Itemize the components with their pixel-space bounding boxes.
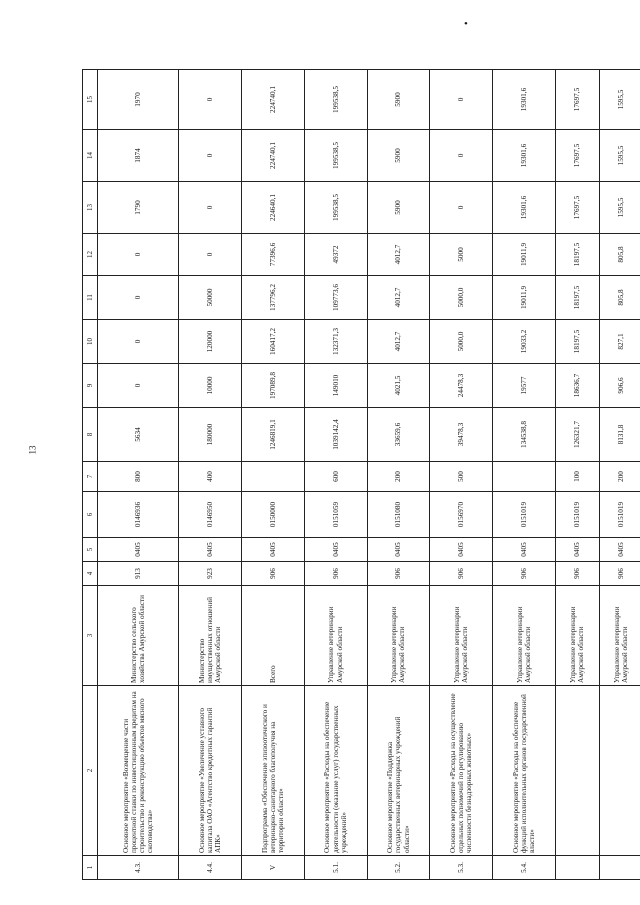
value-y6: 17697,5 <box>555 130 599 182</box>
value-y5: 1790 <box>98 182 179 234</box>
value-y4: 49372 <box>304 234 367 276</box>
value-total: 134538,8 <box>493 408 556 462</box>
code-expense: 200 <box>599 462 640 492</box>
value-y1: 197089,8 <box>242 364 305 408</box>
measure-name <box>599 686 640 856</box>
value-y4: 5000 <box>430 234 493 276</box>
code-grbs: 923 <box>179 562 242 586</box>
value-y1: 0 <box>98 364 179 408</box>
value-y1: 4021,5 <box>367 364 430 408</box>
column-number: 11 <box>83 276 98 320</box>
code-section: 0405 <box>367 538 430 562</box>
code-section: 0405 <box>98 538 179 562</box>
code-grbs: 906 <box>430 562 493 586</box>
table-row <box>555 70 599 880</box>
value-y7: 5900 <box>367 70 430 130</box>
value-total: 1039142,4 <box>304 408 367 462</box>
table-header-row <box>83 70 98 880</box>
executor: Управление ветеринарии Амурской области <box>430 586 493 686</box>
code-grbs: 906 <box>242 562 305 586</box>
value-total: 1246819,1 <box>242 408 305 462</box>
code-target: 0151019 <box>493 492 556 538</box>
value-y7: 199538,5 <box>304 70 367 130</box>
column-number: 5 <box>83 538 98 562</box>
table-row <box>98 70 179 880</box>
value-y5: 17697,5 <box>555 182 599 234</box>
value-y3: 0 <box>98 276 179 320</box>
executor: Управление ветеринарии Амурской области <box>555 586 599 686</box>
code-section: 0405 <box>493 538 556 562</box>
value-y2: 4012,7 <box>367 320 430 364</box>
value-y1: 24478,3 <box>430 364 493 408</box>
code-grbs: 906 <box>367 562 430 586</box>
value-y6: 224740,1 <box>242 130 305 182</box>
column-number: 14 <box>83 130 98 182</box>
code-target: 0151059 <box>304 492 367 538</box>
code-target: 0151080 <box>367 492 430 538</box>
row-number <box>599 856 640 880</box>
code-expense <box>493 462 556 492</box>
value-y6: 0 <box>430 130 493 182</box>
code-target: 0150000 <box>242 492 305 538</box>
table-row <box>430 70 493 880</box>
code-expense: 500 <box>430 462 493 492</box>
column-number: 4 <box>83 562 98 586</box>
code-grbs: 906 <box>555 562 599 586</box>
table-row <box>304 70 367 880</box>
code-grbs: 913 <box>98 562 179 586</box>
value-y7: 17697,5 <box>555 70 599 130</box>
value-y6: 199538,5 <box>304 130 367 182</box>
code-grbs: 906 <box>599 562 640 586</box>
row-number: 5.3. <box>430 856 493 880</box>
value-y3: 4012,7 <box>367 276 430 320</box>
code-expense: 400 <box>179 462 242 492</box>
code-section: 0405 <box>304 538 367 562</box>
column-number: 1 <box>83 856 98 880</box>
value-y3: 18197,5 <box>555 276 599 320</box>
page-number: 13 <box>27 445 38 455</box>
row-number: 5.4. <box>493 856 556 880</box>
value-y7: 1595,5 <box>599 70 640 130</box>
row-number <box>555 856 599 880</box>
value-y6: 1874 <box>98 130 179 182</box>
value-y5: 5900 <box>367 182 430 234</box>
value-y6: 1595,5 <box>599 130 640 182</box>
measure-name: Основное мероприятие «Поддержка государственных ветеринарных учреждений области» <box>367 686 430 856</box>
code-grbs: 906 <box>304 562 367 586</box>
table-row <box>599 70 640 880</box>
value-y1: 149010 <box>304 364 367 408</box>
executor: Управление ветеринарии Амурской области <box>599 586 640 686</box>
value-y3: 5000,0 <box>430 276 493 320</box>
measure-name: Основное мероприятие «Расходы на осуществление отдельных полномочий по регулированию численности безнадзорных животных» <box>430 686 493 856</box>
value-y3: 109773,6 <box>304 276 367 320</box>
value-y1: 906,6 <box>599 364 640 408</box>
column-number: 10 <box>83 320 98 364</box>
row-number: 4.4. <box>179 856 242 880</box>
code-expense: 600 <box>304 462 367 492</box>
value-y3: 50000 <box>179 276 242 320</box>
budget-table-wrapper <box>82 70 640 880</box>
value-total: 126321,7 <box>555 408 599 462</box>
value-y2: 19033,2 <box>493 320 556 364</box>
code-target: 0146950 <box>179 492 242 538</box>
column-number: 3 <box>83 586 98 686</box>
value-y7: 0 <box>179 70 242 130</box>
column-number: 12 <box>83 234 98 276</box>
value-y1: 19577 <box>493 364 556 408</box>
value-total: 5634 <box>98 408 179 462</box>
table-row <box>367 70 430 880</box>
executor: Министерство сельского хозяйства Амурской области <box>98 586 179 686</box>
value-y2: 132371,3 <box>304 320 367 364</box>
measure-name: Основное мероприятие «Расходы на обеспечение деятельности (оказание услуг) государственных учреждений» <box>304 686 367 856</box>
value-y6: 0 <box>179 130 242 182</box>
value-y2: 160417,2 <box>242 320 305 364</box>
value-y5: 1595,5 <box>599 182 640 234</box>
column-number: 8 <box>83 408 98 462</box>
value-y5: 19301,6 <box>493 182 556 234</box>
executor: Всего <box>242 586 305 686</box>
column-number: 13 <box>83 182 98 234</box>
measure-name: Основное мероприятие «Увеличение уставного капитала ОАО «Агентство кредитных гарантий АПК» <box>179 686 242 856</box>
code-section: 0405 <box>555 538 599 562</box>
executor: Управление ветеринарии Амурской области <box>367 586 430 686</box>
row-number: 5.2. <box>367 856 430 880</box>
column-number: 15 <box>83 70 98 130</box>
value-y7: 19301,6 <box>493 70 556 130</box>
measure-name: Основное мероприятие «Расходы на обеспечение функций исполнительных органов государственной власти» <box>493 686 556 856</box>
code-expense: 200 <box>367 462 430 492</box>
code-section: 0405 <box>179 538 242 562</box>
code-expense: 100 <box>555 462 599 492</box>
value-y4: 805,8 <box>599 234 640 276</box>
executor: Управление ветеринарии Амурской области <box>304 586 367 686</box>
value-y7: 1970 <box>98 70 179 130</box>
code-section: 0405 <box>430 538 493 562</box>
value-total: 8131,8 <box>599 408 640 462</box>
value-y4: 0 <box>98 234 179 276</box>
value-y3: 137796,2 <box>242 276 305 320</box>
code-section: 0405 <box>242 538 305 562</box>
value-y4: 77396,6 <box>242 234 305 276</box>
value-y7: 224740,1 <box>242 70 305 130</box>
value-y2: 120000 <box>179 320 242 364</box>
row-number: 4.3. <box>98 856 179 880</box>
code-target: 0151019 <box>555 492 599 538</box>
column-number: 6 <box>83 492 98 538</box>
value-y1: 18636,7 <box>555 364 599 408</box>
value-y1: 10000 <box>179 364 242 408</box>
executor: Управление ветеринарии Амурской области <box>493 586 556 686</box>
value-y2: 18197,5 <box>555 320 599 364</box>
value-y5: 0 <box>179 182 242 234</box>
code-target: 0151019 <box>599 492 640 538</box>
budget-table <box>82 69 640 880</box>
value-y2: 827,1 <box>599 320 640 364</box>
column-number: 9 <box>83 364 98 408</box>
value-total: 39478,3 <box>430 408 493 462</box>
measure-name: Подпрограмма «Обеспечение эпизоотического и ветеринарно-санитарного благополучия на территории области» <box>242 686 305 856</box>
measure-name: Основное мероприятие «Возмещение части процентной ставки по инвестиционным кредитам на строительство и реконструкцию объектов мясного скотоводства» <box>98 686 179 856</box>
value-y5: 199538,5 <box>304 182 367 234</box>
measure-name <box>555 686 599 856</box>
code-target: 0156970 <box>430 492 493 538</box>
value-y5: 224640,1 <box>242 182 305 234</box>
value-y2: 0 <box>98 320 179 364</box>
table-row <box>179 70 242 880</box>
value-y7: 0 <box>430 70 493 130</box>
value-y4: 4012,7 <box>367 234 430 276</box>
value-y4: 0 <box>179 234 242 276</box>
table-row <box>242 70 305 880</box>
executor: Министерство имущественных отношений Амурской области <box>179 586 242 686</box>
value-y6: 5900 <box>367 130 430 182</box>
value-y2: 5000,0 <box>430 320 493 364</box>
row-number: 5.1. <box>304 856 367 880</box>
code-expense <box>242 462 305 492</box>
code-target: 0146936 <box>98 492 179 538</box>
value-y5: 0 <box>430 182 493 234</box>
value-y4: 19011,9 <box>493 234 556 276</box>
value-y3: 19011,9 <box>493 276 556 320</box>
code-section: 0405 <box>599 538 640 562</box>
value-y3: 805,8 <box>599 276 640 320</box>
value-y4: 18197,5 <box>555 234 599 276</box>
value-total: 180000 <box>179 408 242 462</box>
value-y6: 19301,6 <box>493 130 556 182</box>
code-expense: 800 <box>98 462 179 492</box>
value-total: 33659,6 <box>367 408 430 462</box>
column-number: 2 <box>83 686 98 856</box>
code-grbs: 906 <box>493 562 556 586</box>
corner-mark: • <box>464 18 468 30</box>
table-row <box>493 70 556 880</box>
row-number: V <box>242 856 305 880</box>
column-number: 7 <box>83 462 98 492</box>
